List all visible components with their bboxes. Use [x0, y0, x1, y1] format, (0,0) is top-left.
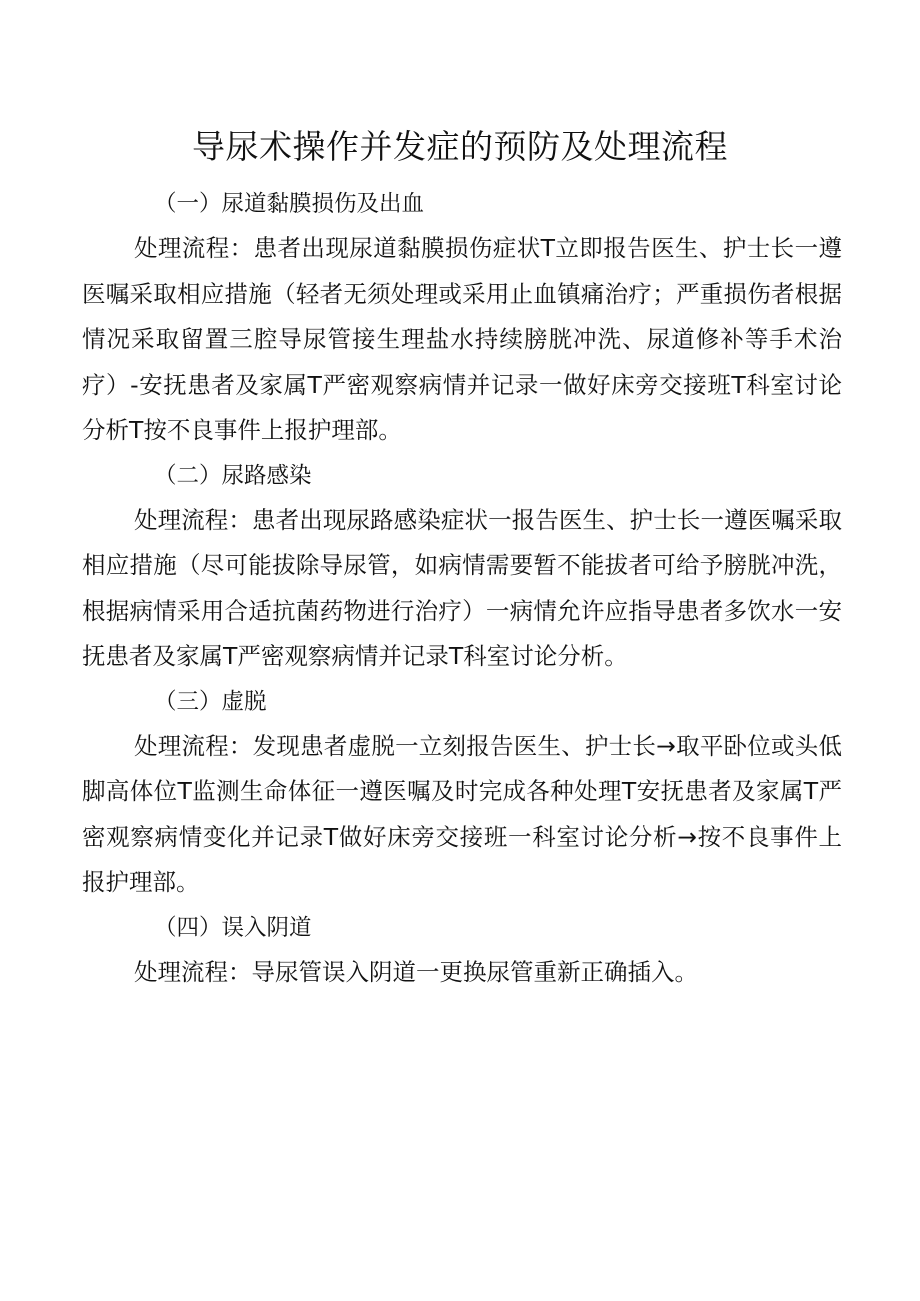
document-content [82, 182, 842, 995]
procedure-label: 处理流程： [134, 505, 253, 534]
section-heading: （一）尿道黏膜损伤及出血 [154, 191, 425, 217]
section-body [82, 226, 842, 454]
procedure-label: 处理流程： [134, 957, 252, 986]
section-body [82, 950, 842, 996]
section-collapse [82, 680, 842, 906]
document-title: 导尿术操作并发症的预防及处理流程 [192, 127, 728, 166]
section-urinary-tract-infection [82, 454, 842, 680]
procedure-text: 导尿管误入阴道一更换尿管重新正确插入。 [251, 957, 698, 986]
procedure-text: 患者出现尿路感染症状一报告医生、护士长一遵医嘱采取相应措施（尽可能拔除导尿管，如病情需要暂不能拔者可给予膀胱冲洗，根据病情采用合适抗菌药物进行治疗）一病情允许应指导患者多饮水一安抚患者及家属T严密观察病情并记录T科室讨论分析。 [82, 505, 843, 670]
section-urethral-mucosa-injury [82, 182, 842, 454]
section-heading: （三）虚脱 [154, 688, 267, 715]
procedure-label: 处理流程： [134, 234, 254, 262]
section-body [82, 724, 842, 906]
section-heading: （四）误入阴道 [154, 914, 312, 941]
section-body [82, 498, 842, 680]
procedure-label: 处理流程： [134, 731, 253, 760]
section-vaginal-misplacement [82, 906, 842, 996]
procedure-text: 患者出现尿道黏膜损伤症状T立即报告医生、护士长一遵医嘱采取相应措施（轻者无须处理或采用止血镇痛治疗；严重损伤者根据情况采取留置三腔导尿管接生理盐水持续膀胱冲洗、尿道修补等手术治疗）-安抚患者及家属T严密观察病情并记录一做好床旁交接班T科室讨论分析T按不良事件上报护理部。 [82, 234, 842, 444]
procedure-text: 发现患者虚脱一立刻报告医生、护士长→取平卧位或头低脚高体位T监测生命体征一遵医嘱及时完成各种处理T安抚患者及家属T严密观察病情变化并记录T做好床旁交接班一科室讨论分析→按不良事件上报护理部。 [82, 731, 842, 896]
section-heading: （二）尿路感染 [154, 462, 312, 489]
